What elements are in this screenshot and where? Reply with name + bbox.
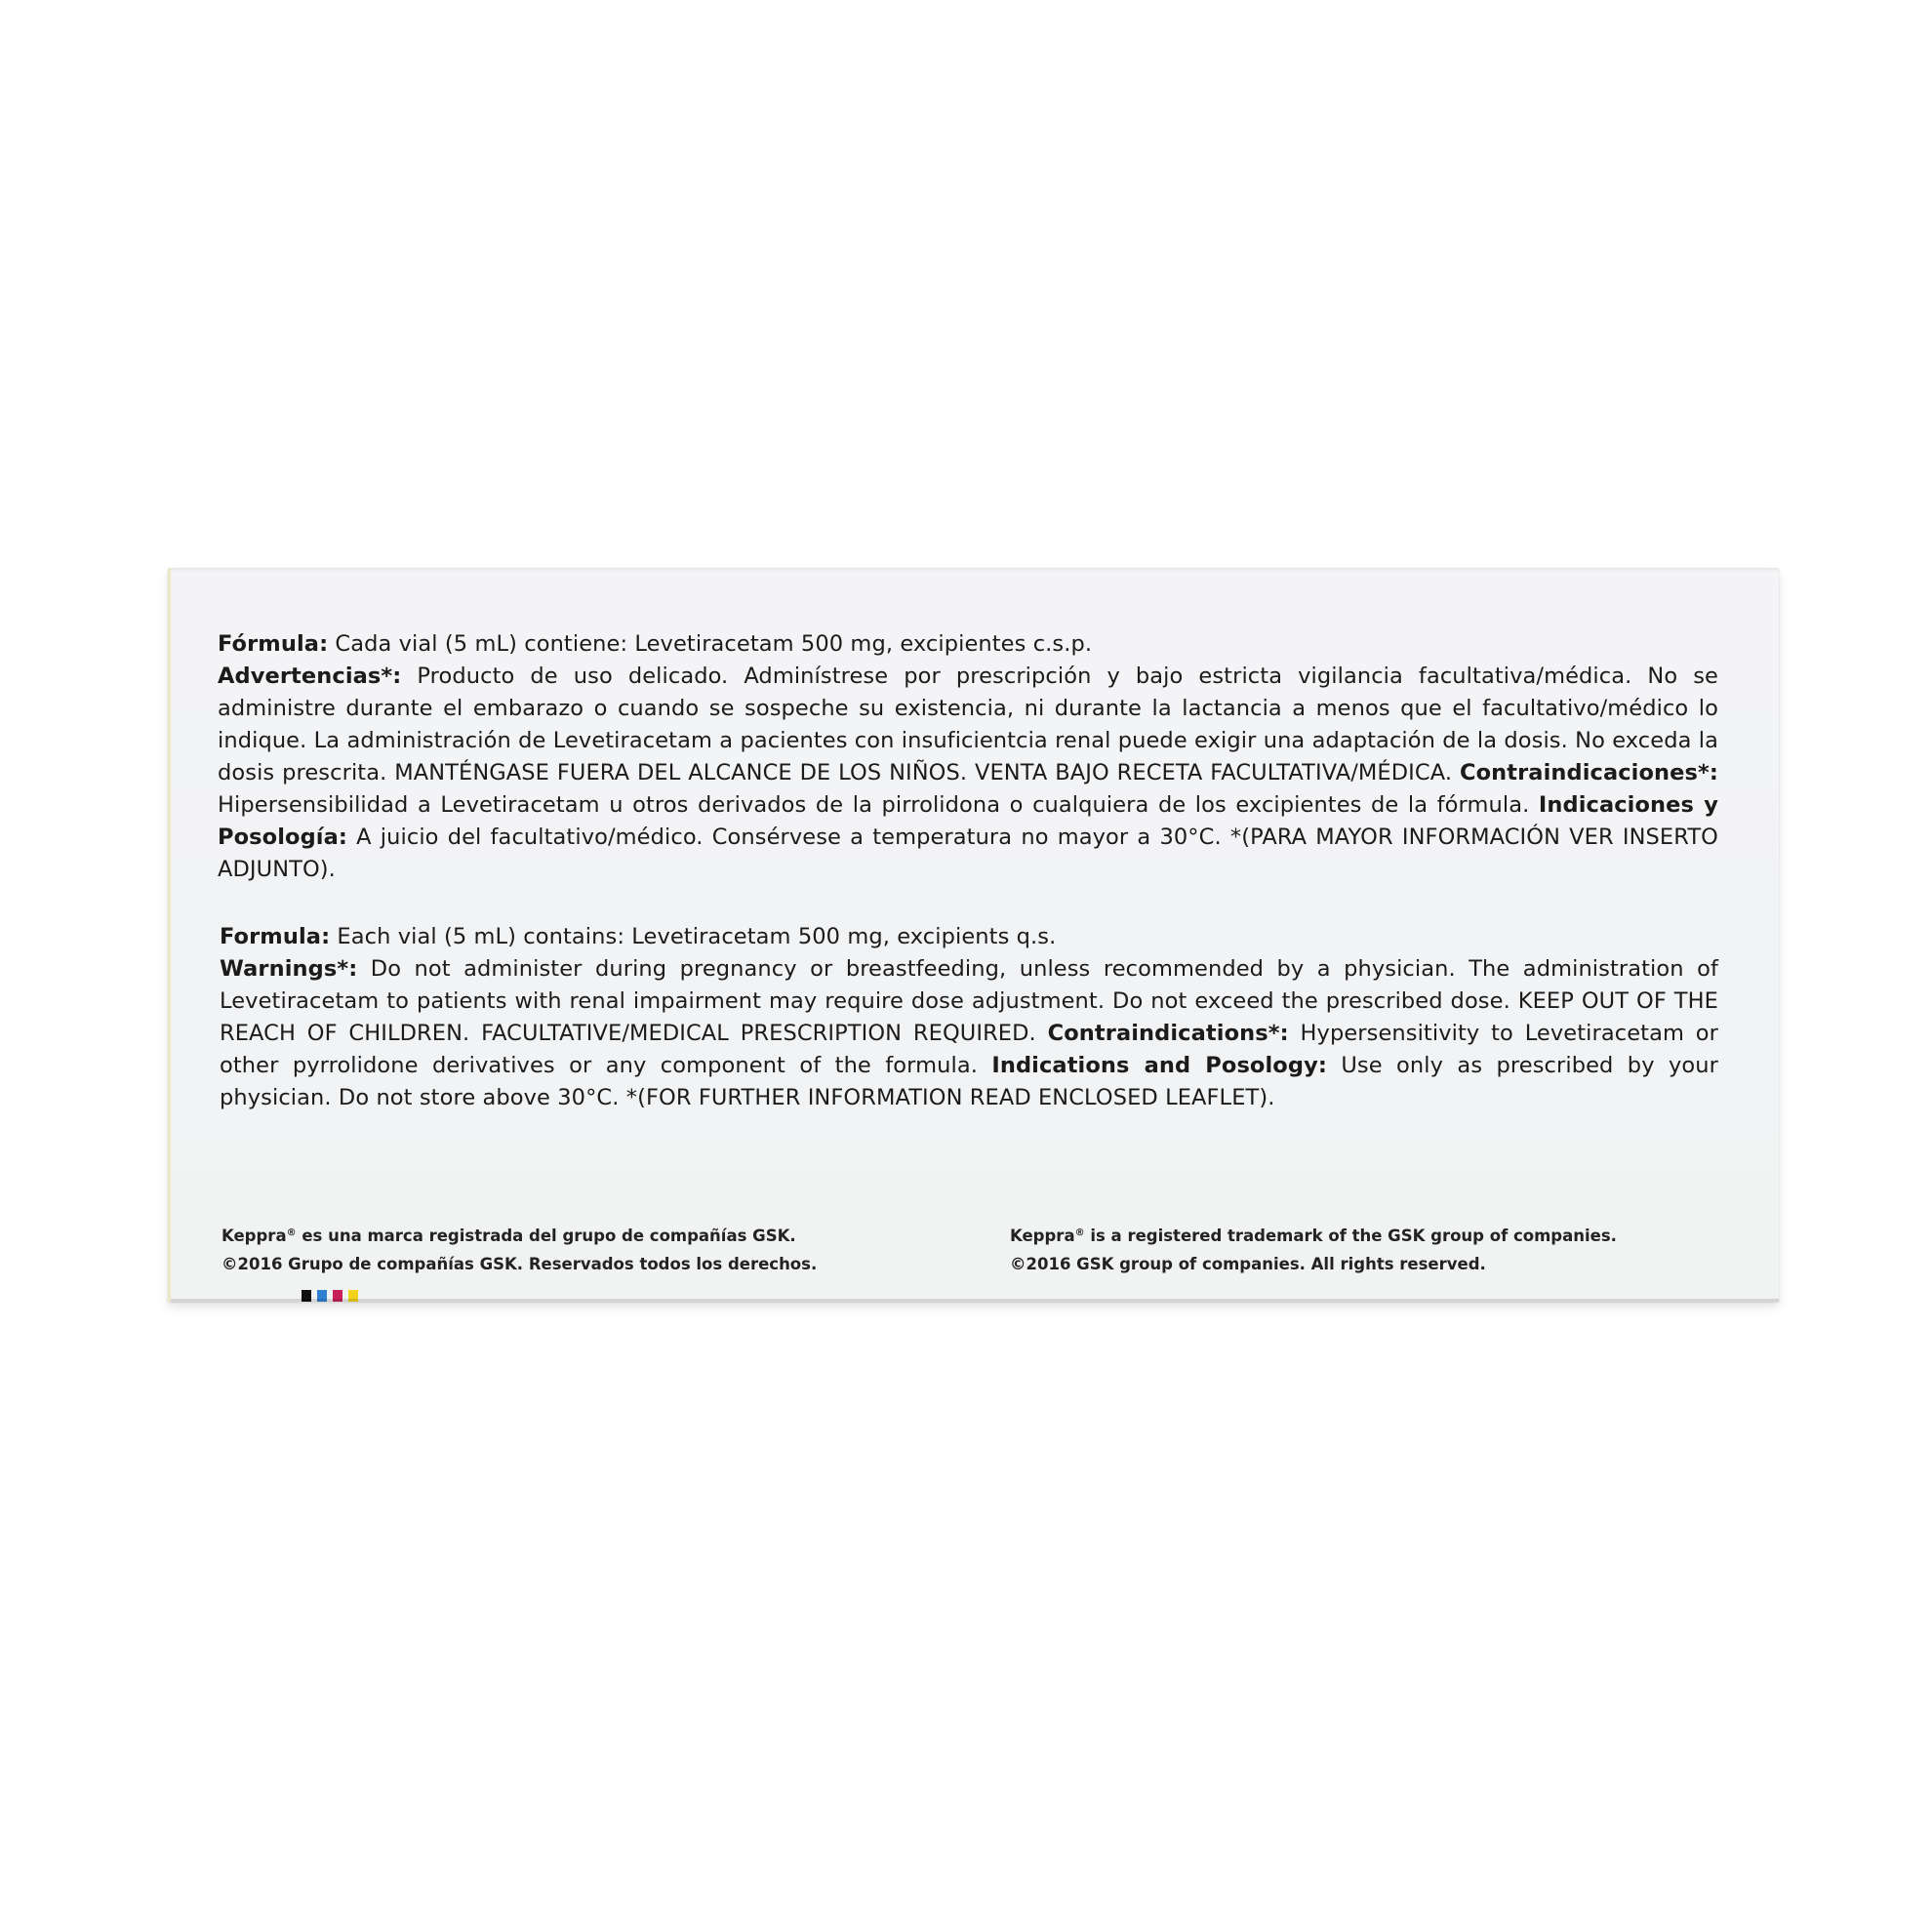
spanish-warnings-text: Producto de uso delicado. Adminístrese por prescripción y bajo estricta vigilancia facultativa/médica. No se administre durante el embarazo o cuando se sospeche su existencia, ni durante la lactancia a menos que el facultativo/médico lo indique. La administración de Levetiracetam a pacientes con insuficientcia renal puede exigir una adaptación de la dosis. No exceda la dosis prescrita. MANTÉNGASE FUERA DEL ALCANCE DE LOS NIÑOS. VENTA BAJO RECETA FACULTATIVA/MÉDICA. (218, 664, 1718, 785)
spanish-registered-mark: ® (286, 1228, 297, 1238)
spanish-copyright-line: ©2016 Grupo de compañías GSK. Reservados todos los derechos. (221, 1255, 818, 1273)
english-indications-text: Use only as prescribed by your physician. Do not store above 30°C. *(FOR FURTHER INFORMATION READ ENCLOSED LEAFLET). (220, 1053, 1718, 1110)
spanish-indications-label: Indicaciones y Posología: (218, 792, 1718, 850)
english-formula-line (220, 921, 1718, 953)
spanish-formula-label: Fórmula: (218, 631, 329, 657)
english-registered-mark: ® (1074, 1228, 1085, 1238)
english-formula-text: Each vial (5 mL) contains: Levetiracetam 500 mg, excipients q.s. (330, 924, 1057, 949)
color-swatch-magenta (333, 1290, 342, 1302)
english-trademark-text: is a registered trademark of the GSK group of companies. (1084, 1227, 1617, 1245)
spanish-formula-text: Cada vial (5 mL) contiene: Levetiracetam 500 mg, excipientes c.s.p. (328, 631, 1093, 657)
english-copyright-line: ©2016 GSK group of companies. All rights reserved. (1010, 1255, 1486, 1273)
print-color-registration-bar (302, 1290, 364, 1302)
spanish-contraindications-label: Contraindicaciones*: (1459, 760, 1718, 785)
color-swatch-yellow (348, 1290, 358, 1302)
color-swatch-blue (317, 1290, 327, 1302)
spanish-brand-name: Keppra (221, 1227, 287, 1245)
english-text-block (220, 921, 1718, 1114)
spanish-indications-text: A juicio del facultativo/médico. Consérvese a temperatura no mayor a 30°C. *(PARA MAYOR INFORMACIÓN VER INSERTO ADJUNTO). (218, 825, 1718, 882)
color-swatch-black (302, 1290, 311, 1302)
spanish-formula-line (218, 628, 1718, 661)
english-trademark-line (1010, 1222, 1617, 1250)
spanish-trademark-line (221, 1222, 817, 1250)
spanish-contraindications-text: Hipersensibilidad a Levetiracetam u otros derivados de la pirrolidona o cualquiera de los excipientes de la fórmula. (218, 792, 1539, 818)
english-formula-label: Formula: (220, 924, 331, 949)
medicine-box-back-panel (168, 568, 1779, 1302)
english-indications-label: Indications and Posology: (991, 1053, 1327, 1078)
spanish-warnings-label: Advertencias*: (218, 664, 402, 689)
english-contraindications-text: Hypersensitivity to Levetiracetam or other pyrrolidone derivatives or any component of the formula. (220, 1021, 1719, 1078)
spanish-warnings-paragraph (218, 661, 1718, 886)
spanish-trademark-footer (221, 1222, 817, 1278)
english-warnings-label: Warnings*: (220, 956, 358, 982)
spanish-trademark-text: es una marca registrada del grupo de compañías GSK. (296, 1227, 796, 1245)
english-trademark-footer (1010, 1222, 1617, 1278)
english-warnings-text: Do not administer during pregnancy or breastfeeding, unless recommended by a physician. The administration of Levetiracetam to patients with renal impairment may require dose adjustment. Do not exceed the prescribed dose. KEEP OUT OF THE REACH OF CHILDREN. FACULTATIVE/MEDICAL PRESCRIPTION REQUIRED. (220, 956, 1718, 1046)
english-warnings-paragraph (220, 953, 1718, 1114)
spanish-text-block (218, 628, 1718, 886)
english-brand-name: Keppra (1010, 1227, 1075, 1245)
english-contraindications-label: Contraindications*: (1047, 1021, 1289, 1046)
